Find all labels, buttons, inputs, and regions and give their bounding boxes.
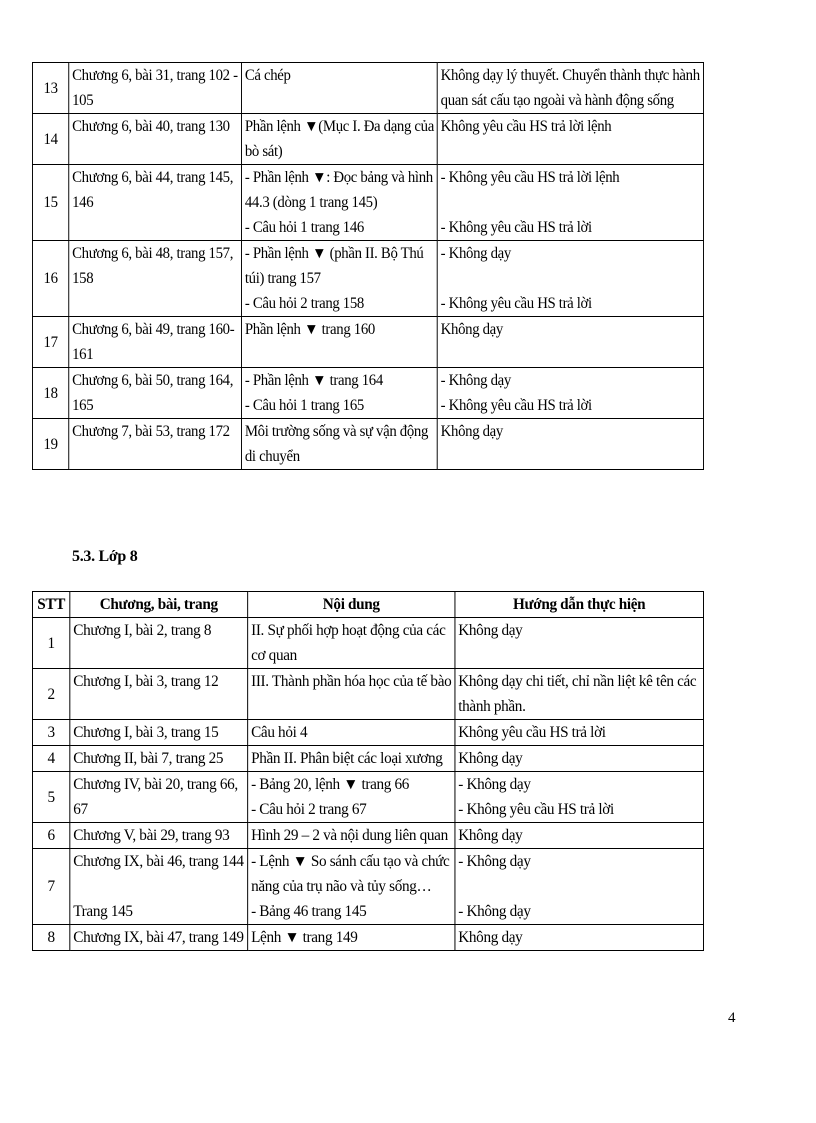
content-cell: [242, 419, 438, 470]
cell-line: - Không yêu cầu HS trả lời lệnh: [440, 169, 620, 186]
cell-line: 146: [72, 194, 94, 211]
cell-line: Chương I, bài 3, trang 15: [73, 724, 219, 741]
row-number: 4: [32, 746, 69, 772]
cell-line: Chương V, bài 29, trang 93: [73, 827, 230, 844]
row-number: 6: [32, 823, 69, 849]
cell-line: - Không yêu cầu HS trả lời: [440, 295, 592, 312]
cell-line: Chương IX, bài 46, trang 144: [73, 853, 244, 870]
table-row: [32, 746, 703, 772]
cell-line: Chương 6, bài 31, trang 102 -: [72, 67, 238, 84]
cell-line: - Câu hỏi 1 trang 146: [244, 219, 365, 236]
chapter-cell: [70, 669, 248, 720]
cell-line: Chương 6, bài 49, trang 160-: [72, 321, 235, 338]
cell-line: - Không dạy: [458, 853, 531, 870]
table-row: [32, 618, 703, 669]
cell-line: - Không yêu cầu HS trả lời: [440, 219, 592, 236]
row-number: 2: [32, 669, 69, 720]
cell-line: - Bảng 46 trang 145: [251, 903, 367, 920]
header-huong-dan: Hướng dẫn thực hiện: [455, 592, 704, 618]
cell-line: II. Sự phối hợp hoạt động của các: [251, 622, 446, 639]
page-number: 4: [728, 1010, 736, 1026]
chapter-cell: [70, 849, 248, 925]
content-cell: [248, 618, 455, 669]
table-row: [32, 849, 703, 925]
cell-line: - Câu hỏi 2 trang 158: [244, 295, 365, 312]
row-number: 17: [32, 317, 68, 368]
content-cell: [242, 368, 438, 419]
cell-line: Lệnh ▼ trang 149: [251, 929, 358, 946]
guidance-cell: [437, 317, 703, 368]
table-body: [32, 618, 703, 951]
cell-line: - Phần lệnh ▼: Đọc bảng và hình: [244, 169, 433, 186]
content-cell: [248, 925, 455, 951]
content-cell: [248, 746, 455, 772]
guidance-cell: [455, 925, 704, 951]
cell-line: cơ quan: [251, 647, 297, 664]
row-number: 5: [32, 772, 69, 823]
cell-line: - Câu hỏi 1 trang 165: [244, 397, 365, 414]
guidance-cell: [437, 368, 703, 419]
table-row: [32, 317, 703, 368]
chapter-cell: [69, 63, 242, 114]
guidance-cell: [437, 63, 703, 114]
row-number: 7: [32, 849, 69, 925]
content-cell: [248, 849, 455, 925]
row-number: 13: [32, 63, 68, 114]
cell-line: Chương 7, bài 53, trang 172: [72, 423, 230, 440]
table-row: [32, 63, 703, 114]
cell-line: - Bảng 20, lệnh ▼ trang 66: [251, 776, 410, 793]
guidance-cell: [437, 165, 703, 241]
table-row: [32, 241, 703, 317]
cell-line: [458, 874, 700, 899]
cell-line: - Lệnh ▼ So sánh cấu tạo và chức: [251, 853, 450, 870]
cell-line: [441, 266, 700, 291]
content-cell: [248, 669, 455, 720]
cell-line: Chương 6, bài 40, trang 130: [72, 118, 230, 135]
cell-line: - Không dạy: [458, 903, 531, 920]
cell-line: Trang 145: [73, 903, 133, 920]
cell-line: Phần lệnh ▼(Mục I. Đa dạng của: [244, 118, 434, 135]
cell-line: Phần lệnh ▼ trang 160: [244, 321, 375, 338]
row-number: 19: [32, 419, 68, 470]
guidance-cell: [455, 720, 704, 746]
guidance-cell: [455, 823, 704, 849]
cell-line: - Phần lệnh ▼ (phần II. Bộ Thú: [244, 245, 424, 262]
cell-line: Không dạy lý thuyết. Chuyển thành thực hành: [440, 67, 700, 84]
cell-line: - Không yêu cầu HS trả lời: [458, 801, 614, 818]
table-header-row: [32, 592, 703, 618]
cell-line: 158: [72, 270, 94, 287]
guidance-cell: [455, 669, 704, 720]
guidance-cell: [437, 419, 703, 470]
table-row: [32, 772, 703, 823]
row-number: 16: [32, 241, 68, 317]
cell-line: Chương I, bài 3, trang 12: [73, 673, 219, 690]
cell-line: Phần II. Phân biệt các loại xương: [251, 750, 443, 767]
row-number: 3: [32, 720, 69, 746]
cell-line: túi) trang 157: [244, 270, 321, 287]
cell-line: Hình 29 – 2 và nội dung liên quan: [251, 827, 448, 844]
cell-line: - Không yêu cầu HS trả lời: [440, 397, 592, 414]
table-row: [32, 368, 703, 419]
cell-line: Không dạy: [440, 423, 503, 440]
cell-line: [441, 190, 700, 215]
cell-line: 67: [73, 801, 88, 818]
guidance-cell: [437, 114, 703, 165]
chapter-cell: [70, 720, 248, 746]
cell-line: - Không dạy: [440, 372, 511, 389]
header-stt: STT: [32, 592, 69, 618]
cell-line: - Câu hỏi 2 trang 67: [251, 801, 367, 818]
table-body: [32, 63, 703, 470]
guidance-cell: [455, 618, 704, 669]
guidance-cell: [437, 241, 703, 317]
chapter-cell: [69, 317, 242, 368]
cell-line: năng của trụ não và tủy sống…: [251, 878, 432, 895]
cell-line: Không yêu cầu HS trả lời: [458, 724, 606, 741]
cell-line: III. Thành phần hóa học của tế bào: [251, 673, 452, 690]
chapter-cell: [70, 746, 248, 772]
table-row: [32, 669, 703, 720]
cell-line: Không yêu cầu HS trả lời lệnh: [440, 118, 612, 135]
cell-line: - Không dạy: [458, 776, 531, 793]
cell-line: quan sát cấu tạo ngoài và hành động sống: [440, 92, 674, 109]
guidance-cell: [455, 772, 704, 823]
cell-line: Không dạy: [440, 321, 503, 338]
table-row: [32, 114, 703, 165]
chapter-cell: [70, 772, 248, 823]
table-row: [32, 720, 703, 746]
cell-line: 165: [72, 397, 94, 414]
content-cell: [248, 772, 455, 823]
cell-line: di chuyển: [244, 448, 300, 465]
chapter-cell: [70, 618, 248, 669]
chapter-cell: [69, 165, 242, 241]
guidance-cell: [455, 746, 704, 772]
chapter-cell: [70, 823, 248, 849]
row-number: 14: [32, 114, 68, 165]
table-row: [32, 165, 703, 241]
cell-line: Cá chép: [244, 67, 291, 84]
row-number: 15: [32, 165, 68, 241]
table-row: [32, 419, 703, 470]
cell-line: Môi trường sống và sự vận động: [244, 423, 429, 440]
curriculum-table-grade7: [32, 62, 704, 470]
cell-line: 161: [72, 346, 94, 363]
cell-line: Không dạy: [458, 929, 523, 946]
chapter-cell: [69, 368, 242, 419]
chapter-cell: [69, 241, 242, 317]
cell-line: Chương IX, bài 47, trang 149: [73, 929, 244, 946]
cell-line: [73, 874, 244, 899]
cell-line: Chương 6, bài 50, trang 164,: [72, 372, 234, 389]
row-number: 8: [32, 925, 69, 951]
content-cell: [242, 114, 438, 165]
content-cell: [248, 823, 455, 849]
curriculum-table-grade8: [32, 591, 704, 951]
row-number: 18: [32, 368, 68, 419]
cell-line: bò sát): [244, 143, 283, 160]
cell-line: Không dạy chi tiết, chỉ nần liệt kê tên các: [458, 673, 697, 690]
cell-line: Chương II, bài 7, trang 25: [73, 750, 224, 767]
cell-line: Không dạy: [458, 750, 523, 767]
header-chuong: Chương, bài, trang: [70, 592, 248, 618]
content-cell: [242, 165, 438, 241]
content-cell: [248, 720, 455, 746]
header-noi-dung: Nội dung: [248, 592, 455, 618]
table-row: [32, 925, 703, 951]
section-title: 5.3. Lớp 8: [72, 548, 138, 565]
content-cell: [242, 241, 438, 317]
chapter-cell: [70, 925, 248, 951]
guidance-cell: [455, 849, 704, 925]
chapter-cell: [69, 419, 242, 470]
cell-line: Chương I, bài 2, trang 8: [73, 622, 212, 639]
cell-line: 44.3 (dòng 1 trang 145): [244, 194, 378, 211]
cell-line: - Phần lệnh ▼ trang 164: [244, 372, 383, 389]
row-number: 1: [32, 618, 69, 669]
cell-line: Câu hỏi 4: [251, 724, 308, 741]
content-cell: [242, 63, 438, 114]
cell-line: Chương 6, bài 48, trang 157,: [72, 245, 234, 262]
chapter-cell: [69, 114, 242, 165]
cell-line: Chương IV, bài 20, trang 66,: [73, 776, 238, 793]
cell-line: thành phần.: [458, 698, 526, 715]
cell-line: Chương 6, bài 44, trang 145,: [72, 169, 234, 186]
cell-line: Không dạy: [458, 622, 523, 639]
cell-line: - Không dạy: [440, 245, 511, 262]
cell-line: 105: [72, 92, 94, 109]
content-cell: [242, 317, 438, 368]
cell-line: Không dạy: [458, 827, 523, 844]
table-row: [32, 823, 703, 849]
